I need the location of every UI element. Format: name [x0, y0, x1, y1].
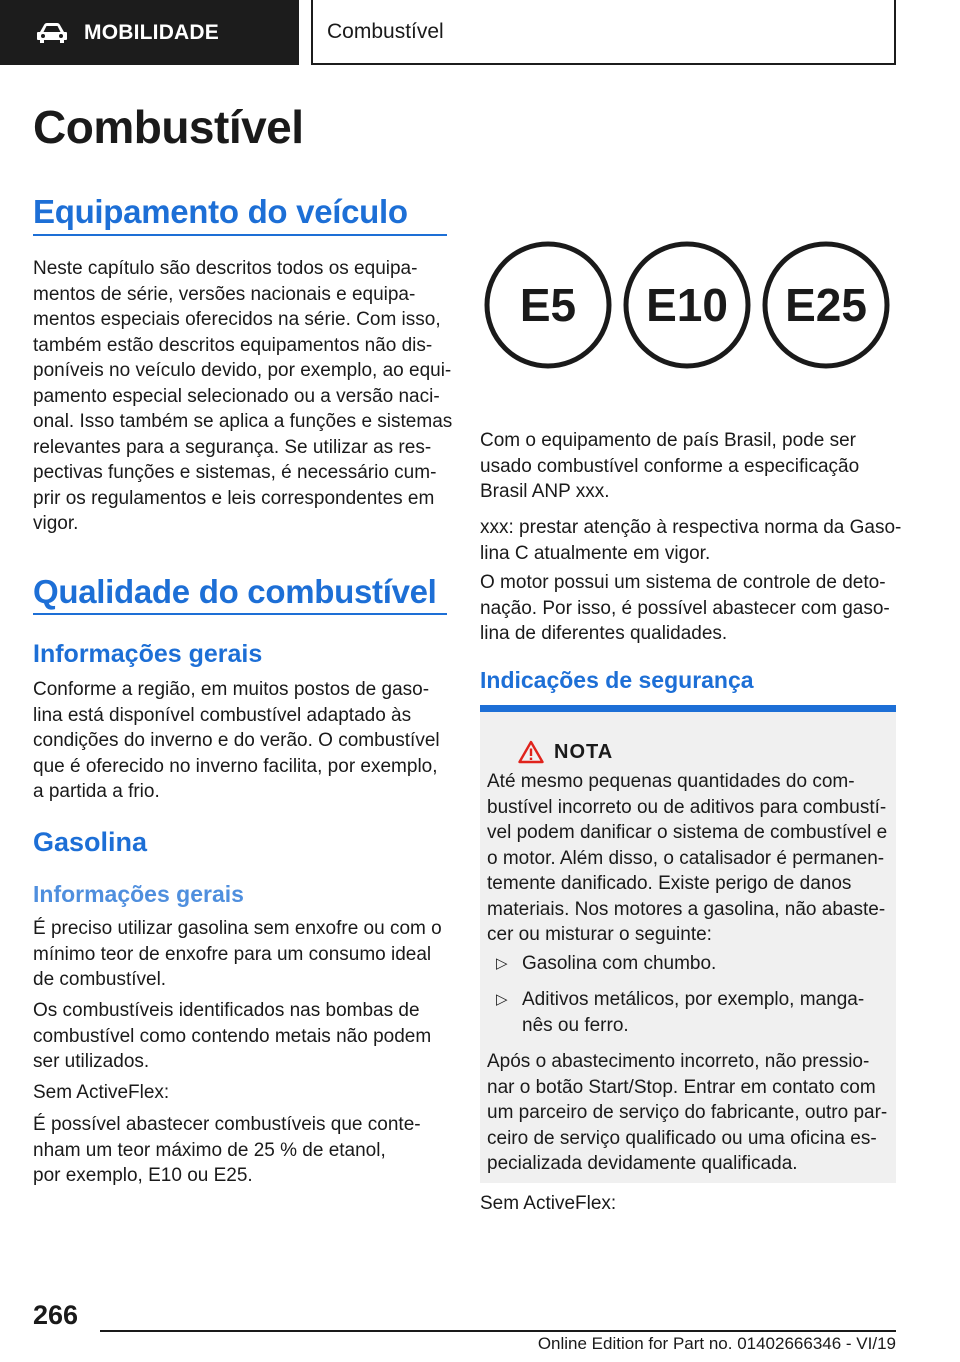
text-line: pamento especial selecionado ou a versão naci-: [33, 385, 440, 407]
text-line: Com o equipamento de país Brasil, pode ser: [480, 430, 856, 451]
section-tab[interactable]: [0, 0, 299, 65]
text-line: lina de diferentes qualidades.: [480, 623, 728, 644]
text-line: Após o abastecimento incorreto, não pressio-: [487, 1051, 870, 1072]
paragraph-gasolina-2: [33, 998, 453, 1075]
paragraph-sem-activeflex: Sem ActiveFlex:: [33, 1082, 170, 1103]
car-icon: [36, 22, 68, 44]
text-line: relevantes para a segurança. Se utilizar as res-: [33, 436, 432, 458]
text-line: nês ou ferro.: [522, 1014, 629, 1036]
heading-qualidade: Qualidade do combustível: [33, 573, 437, 610]
text-line: mínimo teor de enxofre para um consumo ideal: [33, 943, 432, 965]
text-line: nação. Por isso, é possível abastecer com gaso-: [480, 597, 890, 619]
note-paragraph-1: [487, 769, 897, 948]
paragraph-gasolina-4: [33, 1112, 453, 1189]
heading-rule: [33, 613, 447, 615]
chapter-label: Combustível: [327, 19, 444, 43]
text-line: vel podem danificar o sistema de combustível e: [487, 822, 888, 843]
text-line: vigor.: [33, 513, 79, 534]
text-line: Neste capítulo são descritos todos os equipa-: [33, 258, 418, 279]
text-line: O motor possui um sistema de controle de deto-: [480, 572, 886, 593]
text-line: condições do inverno e do verão. O combustível: [33, 730, 440, 751]
paragraph-sem-activeflex-right: Sem ActiveFlex:: [480, 1193, 617, 1214]
text-line: Conforme a região, em muitos postos de gaso-: [33, 679, 430, 700]
fuel-signs: [480, 238, 896, 398]
text-line: ceiro de serviço qualificado ou uma oficina es-: [487, 1127, 877, 1149]
note-title: NOTA: [554, 740, 614, 763]
paragraph-xxx: [480, 515, 900, 566]
fuel-sign-e25: [765, 244, 887, 366]
text-line: lina C atualmente em vigor.: [480, 542, 711, 564]
text-line: lina está disponível combustível adaptado às: [33, 704, 412, 726]
bullet-marker: ▷: [496, 991, 508, 1008]
text-line: Brasil ANP xxx.: [480, 481, 610, 502]
fuel-sign-e25-label: E25: [785, 279, 867, 331]
fuel-sign-e5: [487, 244, 609, 366]
text-line: Aditivos metálicos, por exemplo, manga-: [522, 989, 865, 1010]
page-number: 266: [33, 1300, 79, 1330]
text-line: usado combustível conforme a especificação: [480, 455, 860, 477]
list-item: [496, 951, 886, 977]
text-line: É possível abastecer combustíveis que conte-: [33, 1114, 421, 1135]
heading-equipamento: Equipamento do veículo: [33, 193, 408, 230]
heading-informacoes-gerais: Informações gerais: [33, 640, 263, 668]
text-line: bustível incorreto ou de aditivos para combustí-: [487, 796, 887, 818]
text-line: cer ou misturar o seguinte:: [487, 924, 712, 945]
text-line: Até mesmo pequenas quantidades do com-: [487, 771, 855, 792]
bullet-text: [522, 951, 882, 977]
note-header: [518, 740, 613, 764]
heading-gasolina: Gasolina: [33, 827, 148, 857]
text-line: prir os regulamentos e leis correspondentes em: [33, 487, 435, 509]
text-line: combustível como contendo metais não podem: [33, 1025, 432, 1047]
bullet-text: [522, 987, 882, 1038]
paragraph-gasolina-1: [33, 916, 453, 993]
warning-icon: [518, 740, 544, 764]
text-line: Os combustíveis identificados nas bombas de: [33, 1000, 420, 1021]
text-line: mentos de série, versões nacionais e equipa-: [33, 283, 416, 305]
text-line: poníveis no veículo devido, por exemplo, ao equi-: [33, 360, 452, 381]
text-line: a partida a frio.: [33, 781, 160, 802]
text-line: É preciso utilizar gasolina sem enxofre ou com o: [33, 918, 442, 939]
text-line: o motor. Além disso, o catalisador é permanen-: [487, 847, 885, 869]
text-line: nham um teor máximo de 25 % de etanol,: [33, 1139, 386, 1161]
text-line: xxx: prestar atenção à respectiva norma da Gaso-: [480, 517, 902, 538]
text-line: pecializada devidamente qualificada.: [487, 1153, 798, 1174]
text-line: mentos especiais oferecidos na série. Com isso,: [33, 309, 441, 330]
heading-rule: [33, 234, 447, 236]
note-paragraph-2: [487, 1049, 897, 1177]
section-label: MOBILIDADE: [84, 20, 219, 44]
fuel-sign-e10-label: E10: [646, 279, 728, 331]
list-item: [496, 987, 886, 1039]
paragraph-motor: [480, 570, 900, 647]
chapter-header: [311, 0, 896, 65]
text-line: um parceiro de serviço do fabricante, outro par-: [487, 1102, 888, 1123]
text-line: por exemplo, E10 ou E25.: [33, 1165, 253, 1186]
page-title: Combustível: [33, 101, 304, 153]
bullet-marker: ▷: [496, 955, 508, 972]
text-line: nar o botão Start/Stop. Entrar em contato com: [487, 1076, 876, 1098]
text-line: temente danificado. Existe perigo de danos: [487, 873, 852, 894]
text-line: materiais. Nos motores a gasolina, não abaste-: [487, 898, 886, 920]
text-line: pectivas funções e sistemas, é necessário cum-: [33, 462, 437, 483]
text-line: também estão descritos equipamentos não dis-: [33, 334, 433, 356]
fuel-sign-e10: [626, 244, 748, 366]
heading-seguranca: Indicações de segurança: [480, 667, 754, 693]
footer-rule: [100, 1330, 896, 1332]
paragraph-informacoes-gerais: [33, 677, 453, 805]
note-box: [480, 705, 896, 1183]
fuel-sign-e5-label: E5: [519, 279, 577, 331]
text-line: que é oferecido no inverno facilita, por exemplo,: [33, 755, 438, 777]
text-line: onal. Isso também se aplica a funções e sistemas: [33, 411, 453, 432]
paragraph-equipamento: [33, 256, 453, 537]
text-line: de combustível.: [33, 969, 167, 990]
paragraph-brasil: [480, 428, 900, 505]
heading-informacoes-gerais-gasolina: Informações gerais: [33, 881, 244, 907]
footer-edition: Online Edition for Part no. 01402666346 - VI/19: [537, 1334, 896, 1353]
text-line: ser utilizados.: [33, 1051, 150, 1072]
text-line: Gasolina com chumbo.: [522, 953, 717, 974]
